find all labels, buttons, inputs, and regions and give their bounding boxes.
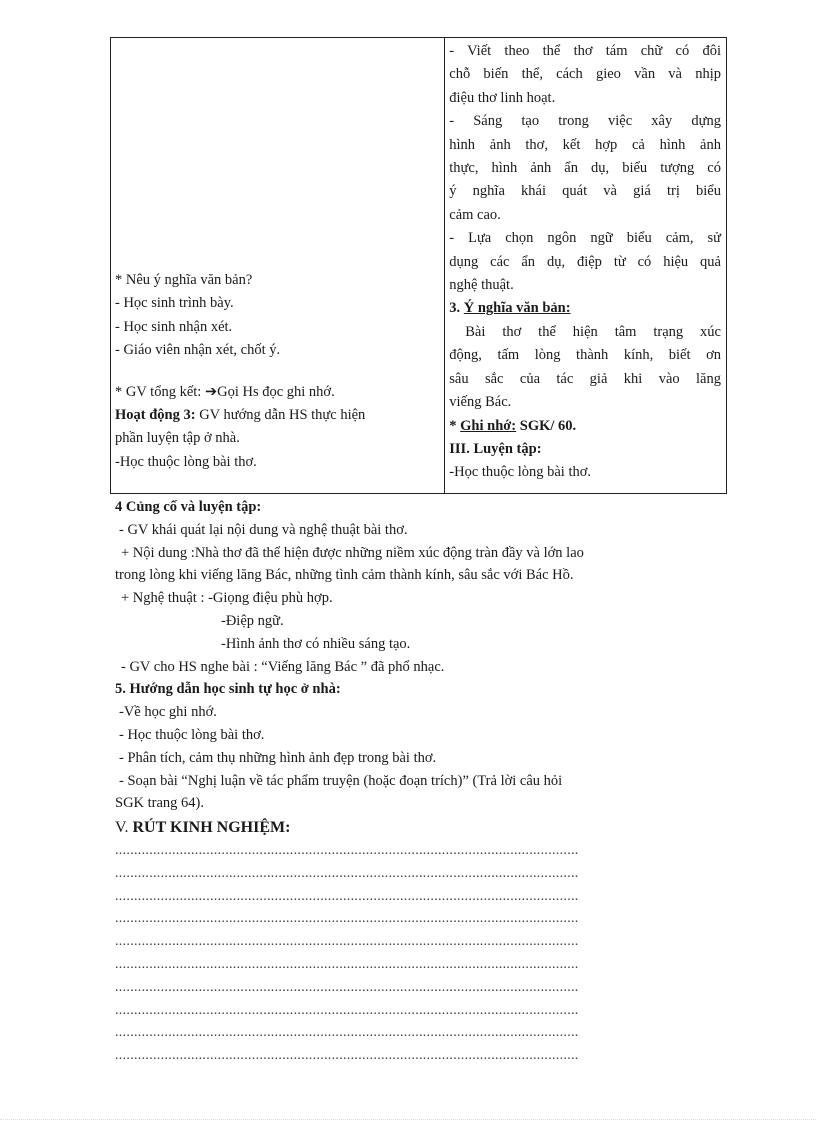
dotted-line: .......................................................................................................................... <box>115 1048 579 1064</box>
meaning-paragraph-line: Bài thơ thể hiện tâm trạng xúc <box>465 323 721 340</box>
meaning-heading-text: Ý nghĩa văn bản: <box>463 300 571 317</box>
section-4-line: + Nội dung :Nhà thơ đã thể hiện được những niềm xúc động tràn đầy và lớn lao <box>121 544 584 561</box>
student-comment-line: - Học sinh nhận xét. <box>115 318 233 335</box>
dotted-line: .......................................................................................................................... <box>115 979 579 995</box>
teacher-activity-content <box>115 269 443 474</box>
dotted-line: .......................................................................................................................... <box>115 934 579 950</box>
table-row <box>111 38 727 494</box>
meaning-heading-number: 3. <box>449 300 461 317</box>
notes-lines <box>115 840 727 1068</box>
content-cell-body <box>445 38 726 485</box>
art-paragraph-1-line: điệu thơ linh hoạt. <box>449 89 556 106</box>
art-paragraph-2-line: cảm cao. <box>449 206 501 223</box>
homework-line-right: -Học thuộc lòng bài thơ. <box>449 464 592 481</box>
teacher-activity-cell <box>111 38 445 494</box>
note-reference: SGK/ 60. <box>516 417 577 434</box>
meaning-paragraph-line: động, tấm lòng thành kính, biết ơn <box>449 347 721 364</box>
section-5-item-continuation: SGK trang 64). <box>115 795 205 812</box>
art-paragraph-2-line: thực, hình ảnh ẩn dụ, biểu tượng có <box>449 160 721 177</box>
note-label: Ghi nhớ: <box>460 417 517 434</box>
activity-3-label: Hoạt động 3: <box>115 407 196 424</box>
student-present-line: - Học sinh trình bày. <box>115 295 234 312</box>
art-paragraph-2-line: - Sáng tạo trong việc xây dựng <box>449 113 721 130</box>
section-4-line: -Hình ảnh thơ có nhiều sáng tạo. <box>221 635 411 652</box>
art-paragraph-1-line: chỗ biến thể, cách gieo vần và nhịp <box>449 66 721 83</box>
teacher-comment-line: - Giáo viên nhận xét, chốt ý. <box>115 342 281 359</box>
dotted-line: .......................................................................................................................... <box>115 911 579 927</box>
section-5-item: - Soạn bài “Nghị luận về tác phẩm truyện (hoặc đoạn trích)” (Trả lời câu hỏi <box>119 772 563 789</box>
meaning-paragraph-line: sâu sắc của tác giả khi vào lăng <box>449 370 721 387</box>
section-5-item: - Phân tích, cảm thụ những hình ảnh đẹp trong bài thơ. <box>119 749 437 766</box>
meaning-heading <box>449 297 721 320</box>
dotted-line: .......................................................................................................................... <box>115 842 579 858</box>
content-cell <box>445 38 727 494</box>
summary-line: * GV tổng kết: ➔Gọi Hs đọc ghi nhớ. <box>115 383 335 400</box>
lesson-body <box>115 496 727 1068</box>
activity-3-line-2: phần luyện tập ở nhà. <box>115 430 240 447</box>
dotted-line: .......................................................................................................................... <box>115 888 579 904</box>
dotted-line: .......................................................................................................................... <box>115 1025 579 1041</box>
art-paragraph-3-line: nghệ thuật. <box>449 277 514 294</box>
practice-heading: III. Luyện tập: <box>449 440 542 457</box>
question-line: * Nêu ý nghĩa văn bản? <box>115 272 253 288</box>
art-paragraph-3-line: - Lựa chọn ngôn ngữ biểu cảm, sử <box>449 230 721 247</box>
section-4-heading: 4 Củng cố và luyện tập: <box>115 499 262 515</box>
section-4-line: -Điệp ngữ. <box>221 612 284 629</box>
dotted-line: .......................................................................................................................... <box>115 1002 579 1018</box>
dotted-line: .......................................................................................................................... <box>115 865 579 881</box>
activity-3-text: GV hướng dẫn HS thực hiện <box>195 407 366 424</box>
section-4-line: - GV cho HS nghe bài : “Viếng lăng Bác ” đã phổ nhạc. <box>121 658 445 675</box>
lesson-table <box>110 37 727 494</box>
rut-kinh-nghiem-heading <box>115 817 727 840</box>
homework-line-left: -Học thuộc lòng bài thơ. <box>115 453 257 470</box>
section-4-line: - GV khái quát lại nội dung và nghệ thuật bài thơ. <box>119 521 408 538</box>
note-line <box>449 415 721 438</box>
art-paragraph-1-line: - Viết theo thể thơ tám chữ có đôi <box>449 43 721 59</box>
dotted-line: .......................................................................................................................... <box>115 956 579 972</box>
section-numeral: V. <box>115 819 129 837</box>
art-paragraph-3-line: dụng các ẩn dụ, điệp từ có hiệu quả <box>449 253 721 270</box>
section-5-item: -Về học ghi nhớ. <box>119 704 217 721</box>
art-paragraph-2-line: ý nghĩa khái quát và giá trị biểu <box>449 183 721 200</box>
activity-3-line <box>115 404 443 427</box>
section-5-item: - Học thuộc lòng bài thơ. <box>119 726 265 743</box>
section-title: RÚT KINH NGHIỆM: <box>132 819 291 837</box>
section-4-line: trong lòng khi viếng lăng Bác, những tình cảm thành kính, sâu sắc với Bác Hồ. <box>115 567 574 584</box>
page-bottom-rule <box>0 1119 816 1120</box>
art-paragraph-2-line: hình ảnh thơ, kết hợp cả hình ảnh <box>449 136 721 153</box>
spacer <box>115 363 443 381</box>
note-star: * <box>449 417 461 434</box>
meaning-paragraph-line: viếng Bác. <box>449 394 512 411</box>
section-5-heading: 5. Hướng dẫn học sinh tự học ở nhà: <box>115 681 341 698</box>
section-4-line: + Nghệ thuật : -Giọng điệu phù hợp. <box>121 590 333 607</box>
